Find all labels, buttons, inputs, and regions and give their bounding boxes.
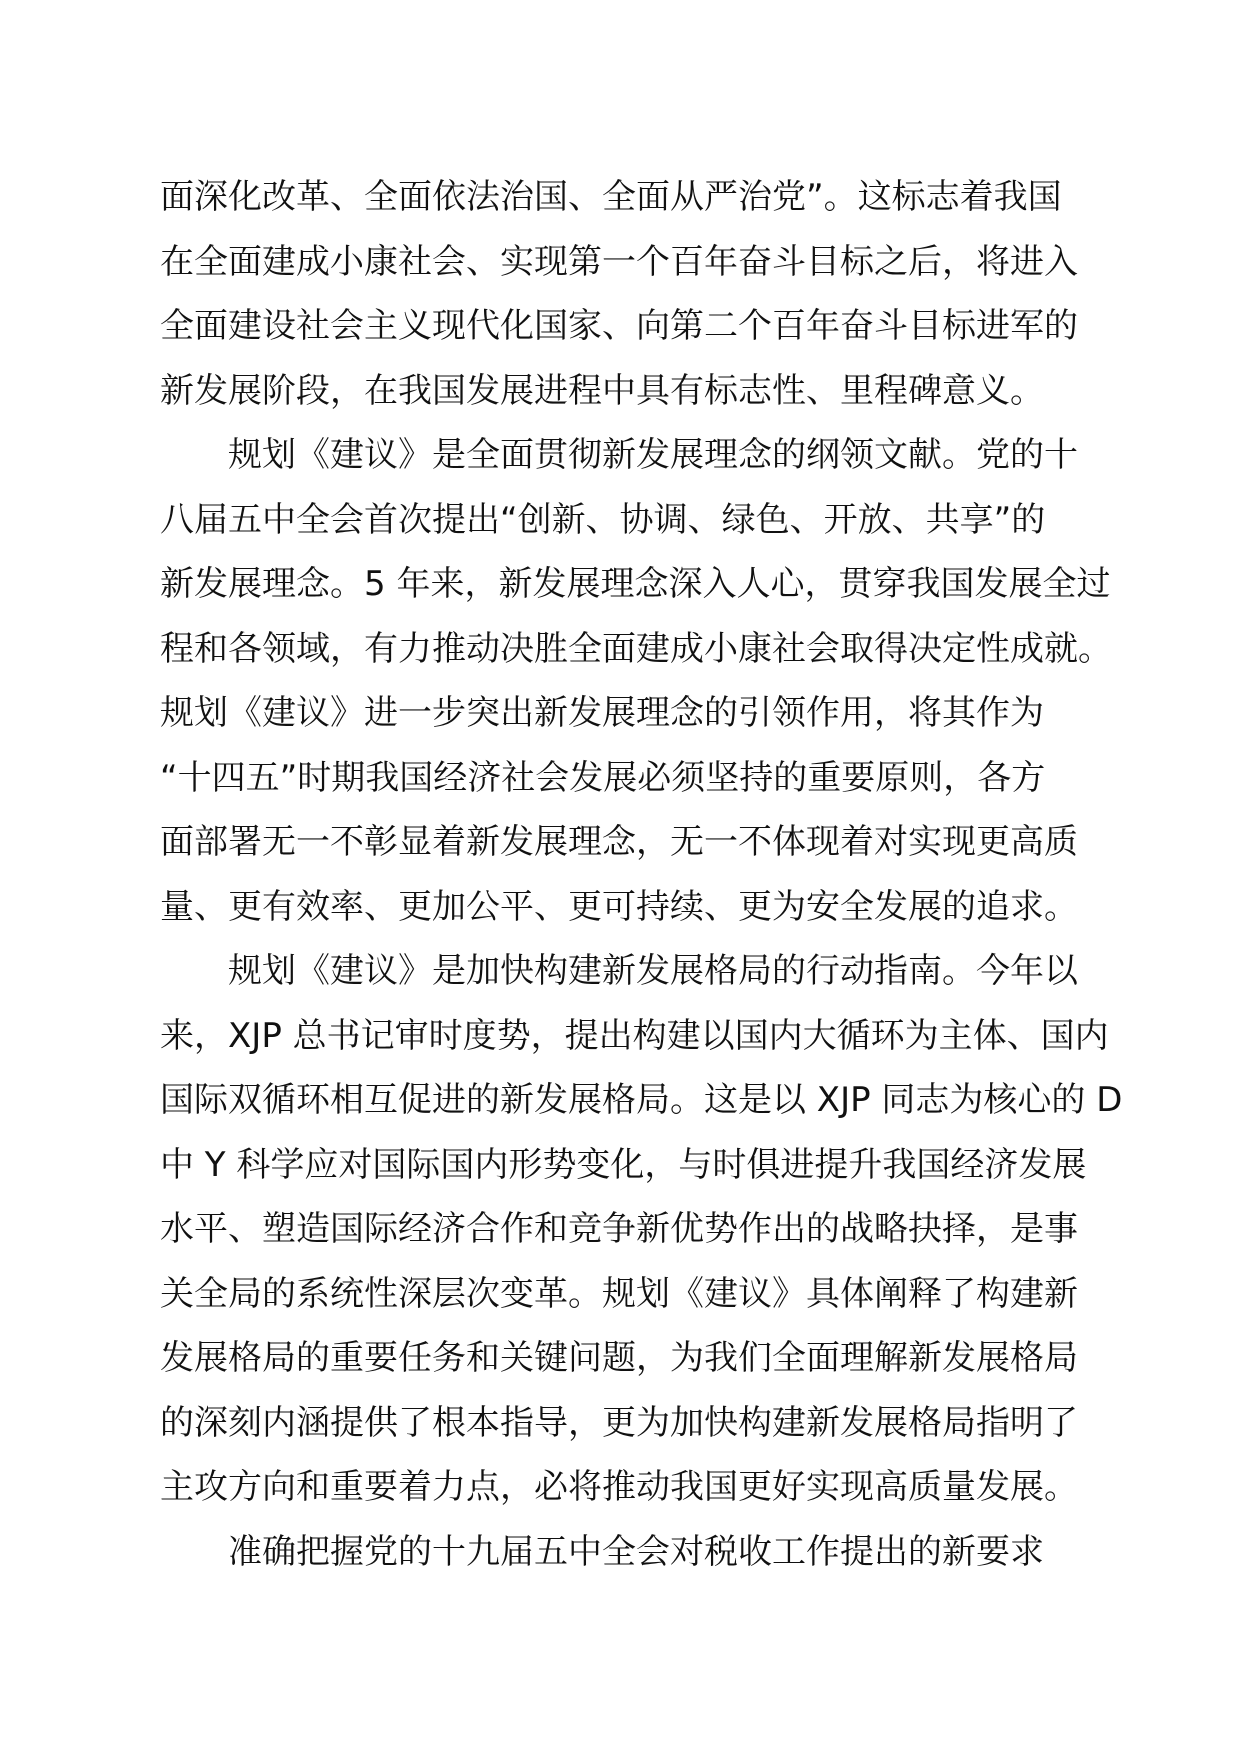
text-line: 的深刻内涵提供了根本指导，更为加快构建新发展格局指明了 bbox=[160, 1402, 1078, 1443]
text-line: 八届五中全会首次提出“创新、协调、绿色、开放、共享”的 bbox=[160, 499, 1046, 540]
text-line: 全面建设社会主义现代化国家、向第二个百年奋斗目标进军的 bbox=[160, 306, 1078, 346]
text-line: 水平、塑造国际经济合作和竞争新优势作出的战略抉择，是事 bbox=[160, 1209, 1078, 1249]
text-line: 新发展理念。5 年来，新发展理念深入人心，贯穿我国发展全过 bbox=[160, 564, 1111, 604]
text-line: 面部署无一不彰显着新发展理念，无一不体现着对实现更高质 bbox=[160, 822, 1078, 862]
text-line: 主攻方向和重要着力点，必将推动我国更好实现高质量发展。 bbox=[160, 1467, 1078, 1507]
body-text bbox=[160, 165, 1123, 1584]
text-line: 中 Y 科学应对国际国内形势变化，与时俱进提升我国经济发展 bbox=[160, 1144, 1087, 1185]
text-line: 面深化改革、全面依法治国、全面从严治党”。这标志着我国 bbox=[160, 177, 1062, 217]
text-line: 规划《建议》是加快构建新发展格局的行动指南。今年以 bbox=[228, 951, 1078, 991]
text-line: “十四五”时期我国经济社会发展必须坚持的重要原则，各方 bbox=[160, 757, 1046, 798]
text-line: 发展格局的重要任务和关键问题，为我们全面理解新发展格局 bbox=[160, 1338, 1078, 1378]
text-line: 准确把握党的十九届五中全会对税收工作提出的新要求 bbox=[228, 1531, 1044, 1572]
text-line: 规划《建议》是全面贯彻新发展理念的纲领文献。党的十 bbox=[228, 435, 1078, 475]
text-line: 在全面建成小康社会、实现第一个百年奋斗目标之后，将进入 bbox=[160, 241, 1078, 282]
text-line: 量、更有效率、更加公平、更可持续、更为安全发展的追求。 bbox=[160, 886, 1078, 927]
text-line: 国际双循环相互促进的新发展格局。这是以 XJP 同志为核心的 D bbox=[160, 1080, 1123, 1120]
text-line: 来，XJP 总书记审时度势，提出构建以国内大循环为主体、国内 bbox=[160, 1015, 1109, 1056]
text-line: 新发展阶段，在我国发展进程中具有标志性、里程碑意义。 bbox=[160, 370, 1044, 411]
text-line: 规划《建议》进一步突出新发展理念的引领作用，将其作为 bbox=[160, 693, 1044, 733]
text-line: 关全局的系统性深层次变革。规划《建议》具体阐释了构建新 bbox=[160, 1273, 1078, 1314]
text-line: 程和各领域，有力推动决胜全面建成小康社会取得决定性成就。 bbox=[160, 628, 1112, 669]
